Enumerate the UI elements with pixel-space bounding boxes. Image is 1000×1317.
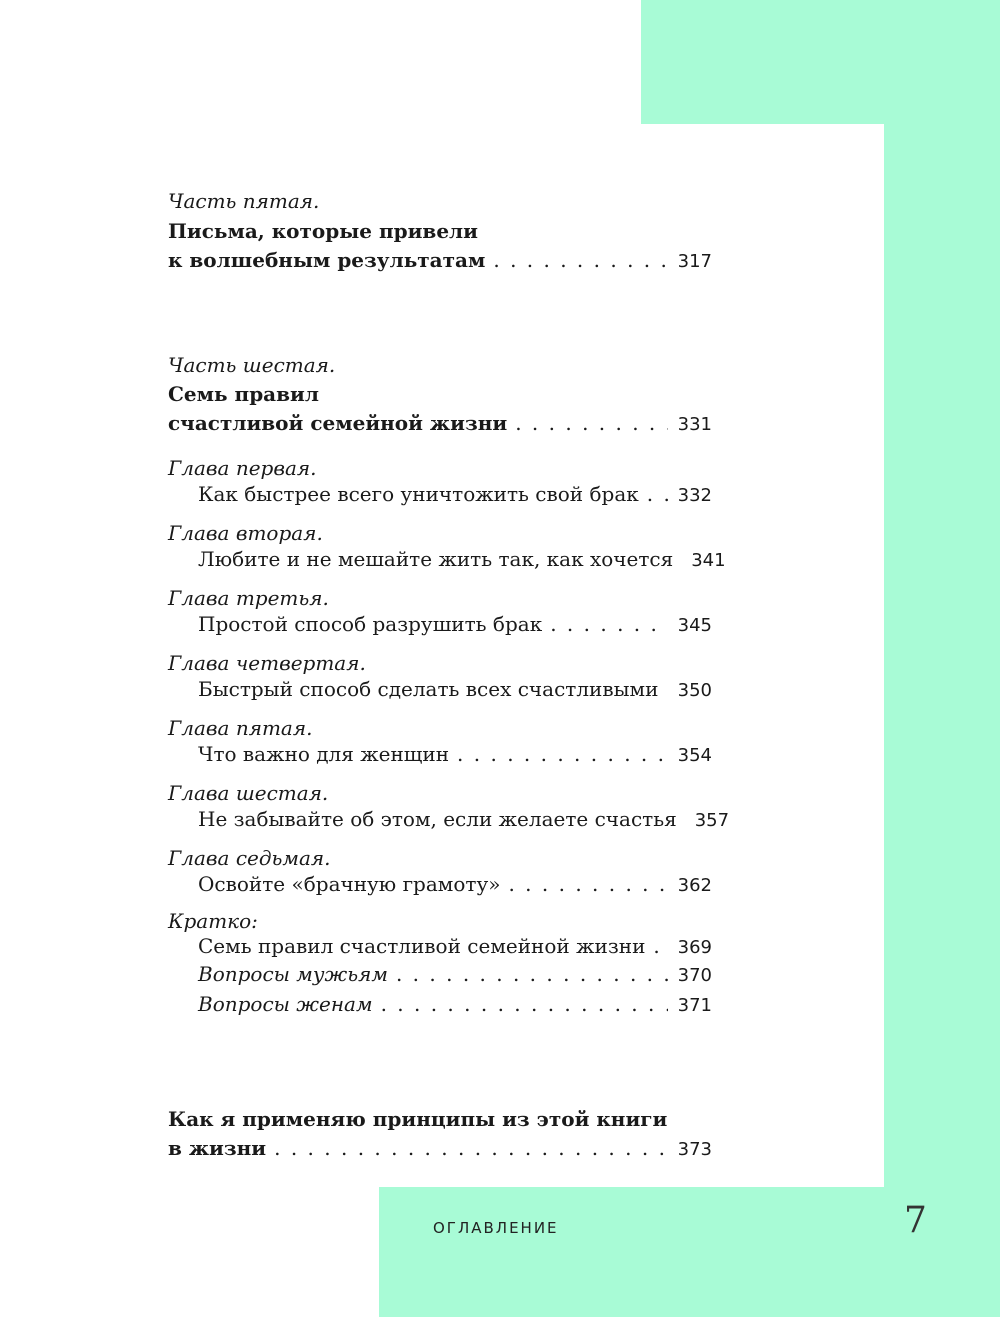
chapter-entry[interactable]: Простой способ разрушить брак . . . 345 bbox=[198, 609, 712, 641]
chapter-entry[interactable]: Освойте «брачную грамоту» . . . 362 bbox=[198, 869, 712, 901]
leader-dots bbox=[647, 479, 668, 509]
page-ref: 331 bbox=[677, 414, 712, 435]
running-footer-title: ОГЛАВЛЕНИЕ bbox=[433, 1219, 559, 1237]
part5-label: Часть пятая. bbox=[168, 189, 320, 213]
summary-label: Кратко: bbox=[168, 909, 258, 933]
page-ref: 373 bbox=[677, 1139, 712, 1160]
page-ref: 341 bbox=[691, 550, 726, 571]
part6-entry[interactable]: счастливой семейной жизни . . . 331 bbox=[168, 408, 712, 440]
chapter-label: Глава первая. bbox=[168, 456, 317, 480]
leader-dots bbox=[666, 674, 667, 704]
chapter-entry[interactable]: Любите и не мешайте жить так, как хочется 341 bbox=[198, 544, 712, 576]
part5-title-line1: Письма, которые привели bbox=[168, 219, 478, 243]
chapter-label: Глава пятая. bbox=[168, 716, 313, 740]
page-ref: 362 bbox=[677, 875, 712, 896]
page-ref: 370 bbox=[677, 965, 712, 986]
leader-dots bbox=[653, 931, 667, 961]
chapter-label: Глава третья. bbox=[168, 586, 329, 610]
page-number: 7 bbox=[904, 1200, 927, 1241]
page-ref: 354 bbox=[677, 745, 712, 766]
afterword-title-line1: Как я применяю принципы из этой книги bbox=[168, 1107, 668, 1131]
chapter-label: Глава седьмая. bbox=[168, 846, 331, 870]
chapter-label: Глава шестая. bbox=[168, 781, 329, 805]
page-ref: 357 bbox=[694, 810, 730, 831]
leader-dots bbox=[274, 1133, 668, 1163]
leader-dots bbox=[515, 408, 667, 438]
part6-title-line1: Семь правил bbox=[168, 382, 319, 406]
chapter-label: Глава вторая. bbox=[168, 521, 323, 545]
summary-entry[interactable]: Вопросы мужьям . . . 370 bbox=[198, 959, 712, 991]
leader-dots bbox=[493, 245, 667, 275]
page-ref: 332 bbox=[677, 485, 712, 506]
afterword-entry[interactable]: в жизни . . . 373 bbox=[168, 1133, 712, 1165]
leader-dots bbox=[550, 609, 667, 639]
leader-dots bbox=[381, 989, 668, 1019]
leader-dots bbox=[508, 869, 667, 899]
summary-entry[interactable]: Семь правил счастливой семейной жизни . . . 369 bbox=[198, 931, 712, 963]
page-ref: 317 bbox=[677, 251, 712, 272]
leader-dots bbox=[396, 959, 668, 989]
chapter-entry[interactable]: Быстрый способ сделать всех счастливыми . . . 350 bbox=[198, 674, 712, 706]
chapter-entry[interactable]: Что важно для женщин . . . 354 bbox=[198, 739, 712, 771]
part5-entry[interactable]: к волшебным результатам . . . 317 bbox=[168, 245, 712, 277]
leader-dots bbox=[457, 739, 668, 769]
page-ref: 345 bbox=[677, 615, 712, 636]
page-ref: 350 bbox=[677, 680, 712, 701]
chapter-entry[interactable]: Не забывайте об этом, если желаете счастья 357 bbox=[198, 804, 712, 836]
chapter-label: Глава четвертая. bbox=[168, 651, 366, 675]
chapter-entry[interactable]: Как быстрее всего уничтожить свой брак . . . 332 bbox=[198, 479, 712, 511]
part6-label: Часть шестая. bbox=[168, 353, 336, 377]
summary-entry[interactable]: Вопросы женам . . . 371 bbox=[198, 989, 712, 1021]
page-ref: 371 bbox=[677, 995, 712, 1016]
page-ref: 369 bbox=[677, 937, 712, 958]
